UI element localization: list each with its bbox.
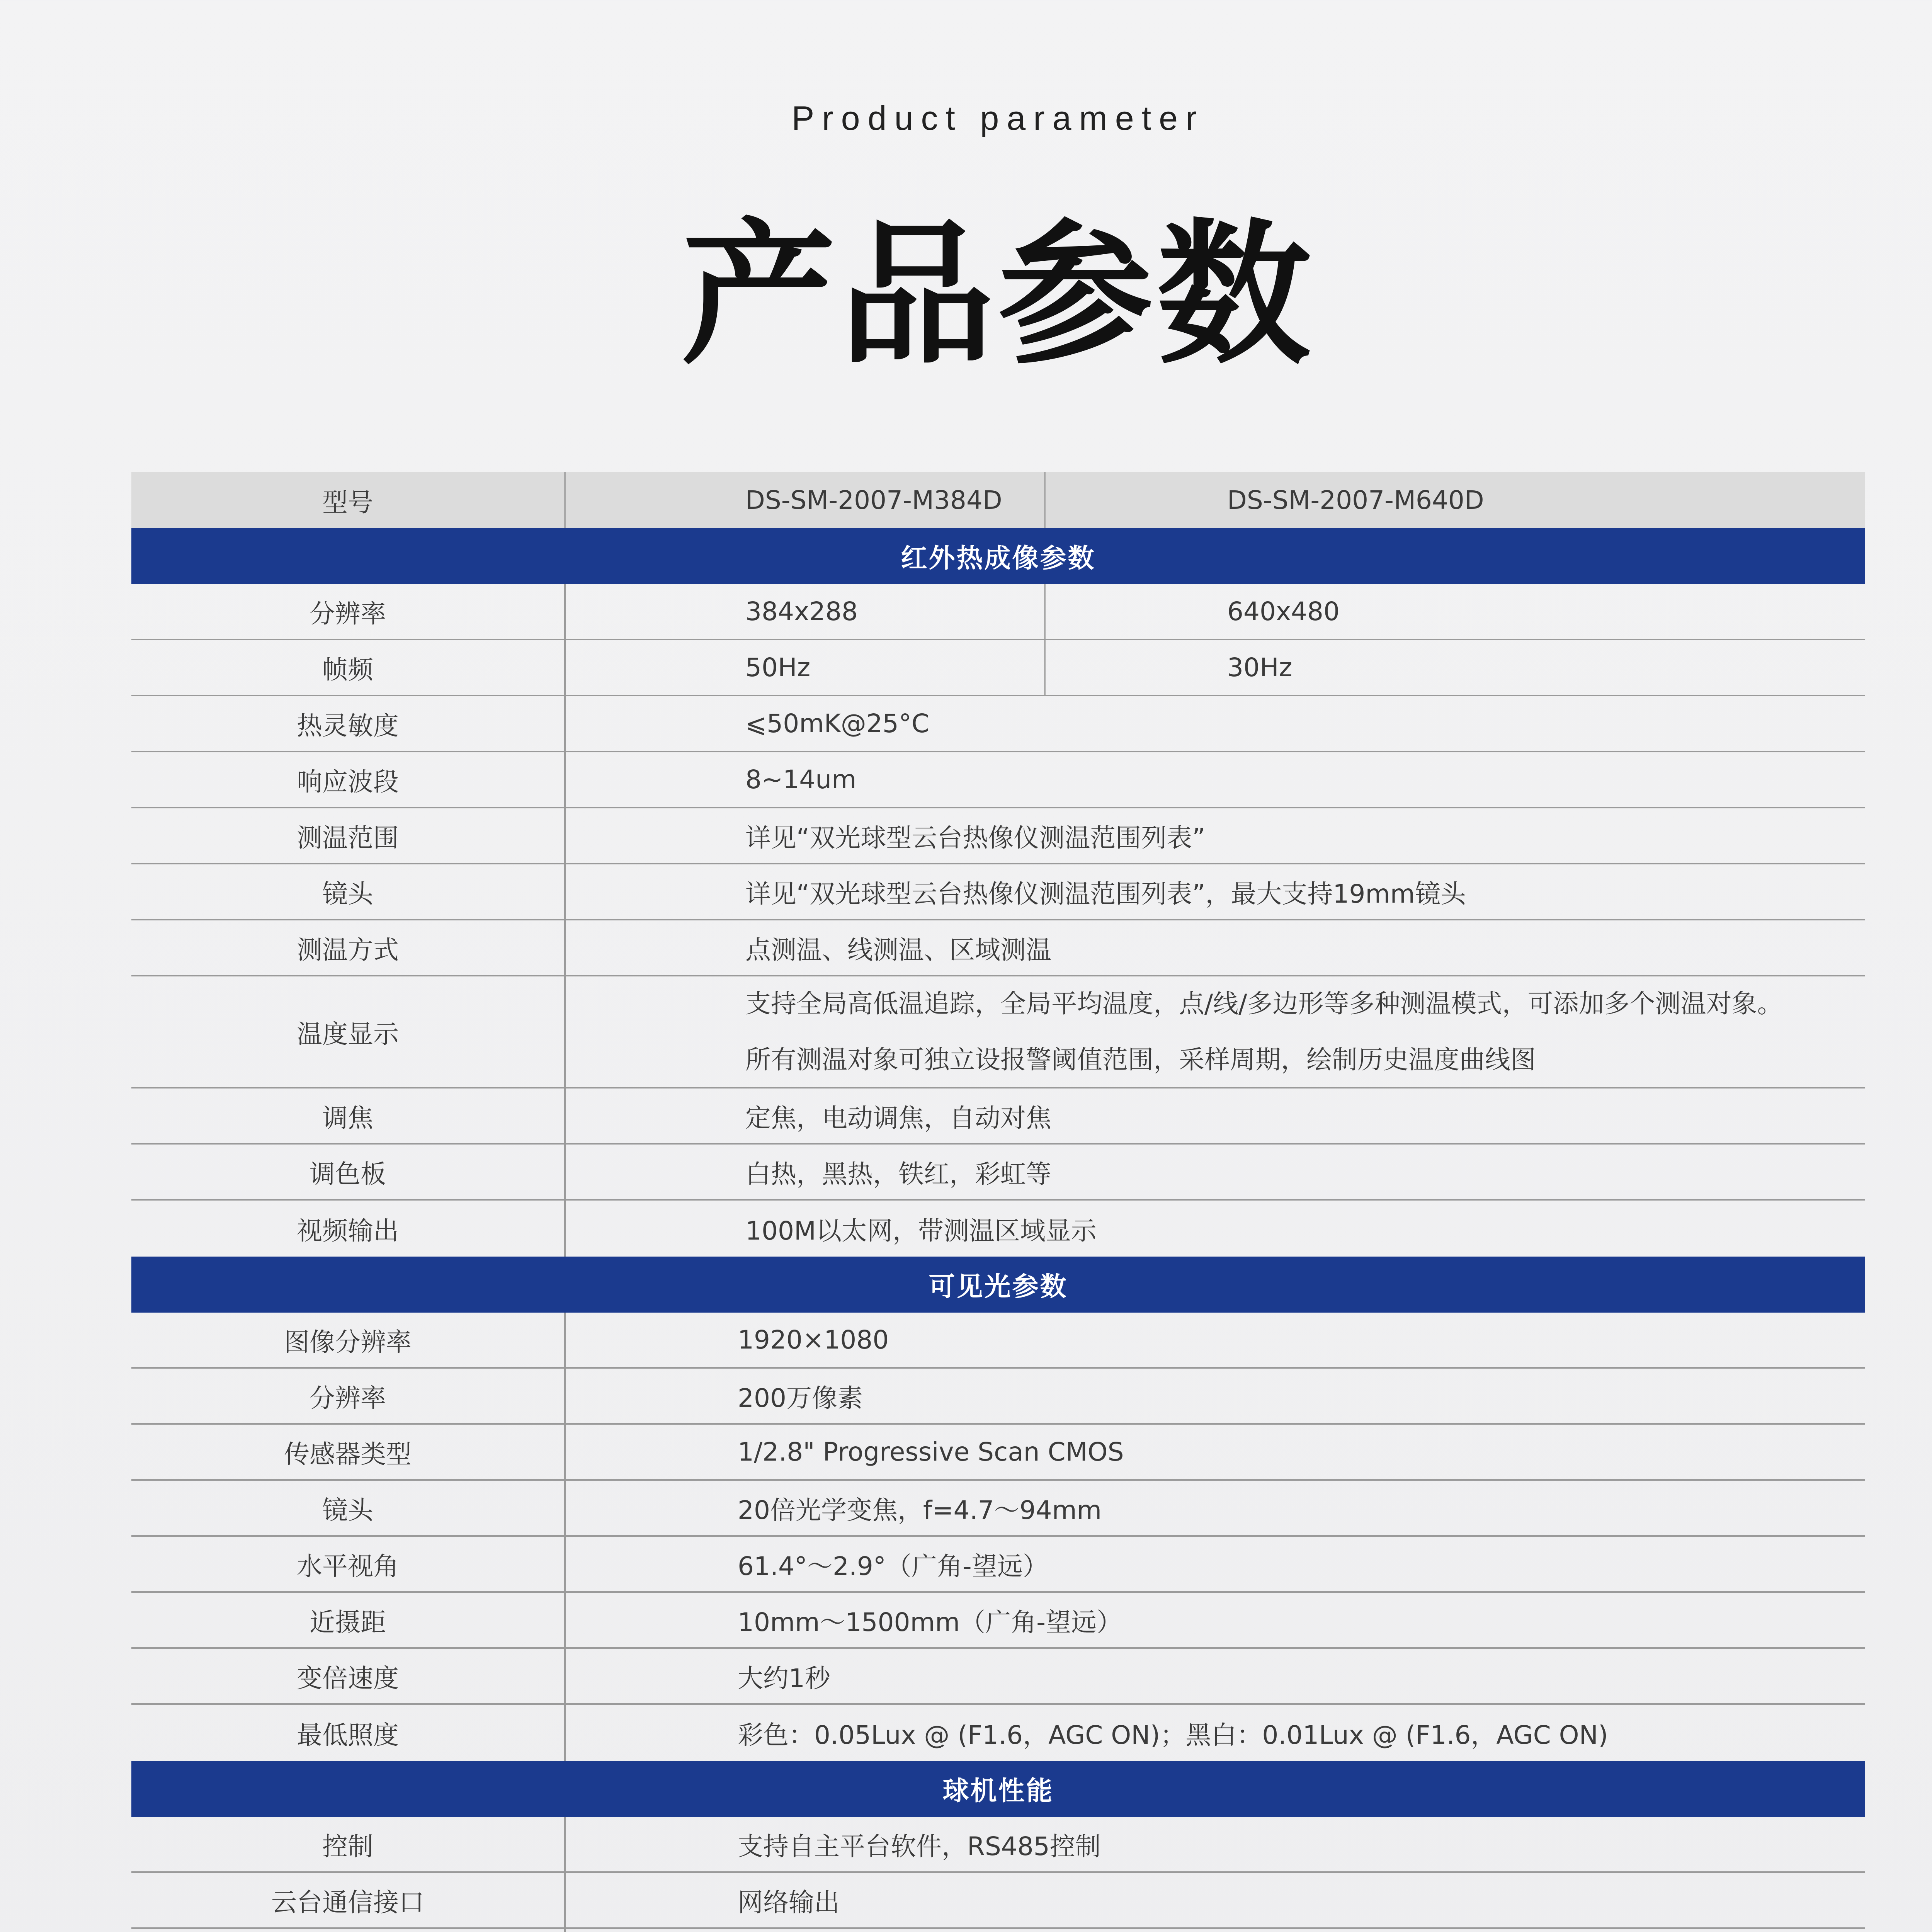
row-value: [566, 1929, 1865, 1932]
row-value: 详见“双光球型云台热像仪测温范围列表”，最大支持19mm镜头: [745, 879, 1466, 909]
row-label: 最低照度: [131, 1705, 566, 1761]
row-label: 调焦: [131, 1088, 566, 1143]
row-value: 支持自主平台软件，RS485控制: [738, 1832, 1101, 1861]
table-row: [131, 1705, 1865, 1761]
row-value: 彩色：0.05Lux @ (F1.6，AGC ON)；黑白：0.01Lux @ (F1.6，AGC ON): [738, 1720, 1608, 1750]
row-value: 100M以太网，带测温区域显示: [745, 1216, 1097, 1246]
row-value-model-2: 30Hz: [1227, 653, 1293, 682]
row-label: 调色板: [131, 1145, 566, 1199]
row-label: 镜头: [131, 1481, 566, 1535]
table-row: [131, 1088, 1865, 1145]
table-row: [131, 1425, 1865, 1481]
row-label: 测温范围: [131, 808, 566, 863]
model-1: DS-SM-2007-M384D: [566, 472, 1046, 528]
row-value: 白热，黑热，铁红，彩虹等: [745, 1159, 1051, 1189]
row-label: 变倍速度: [131, 1649, 566, 1703]
parameter-table: [131, 472, 1865, 1932]
row-label: [131, 1929, 566, 1932]
row-value-line: 所有测温对象可独立设报警阈值范围，采样周期，绘制历史温度曲线图: [745, 1045, 1536, 1075]
section-visible: 可见光参数: [131, 1257, 1865, 1313]
row-value: ⩽50mK@25°C: [745, 709, 929, 738]
row-value: 10mm～1500mm（广角-望远）: [738, 1607, 1122, 1637]
table-row: [131, 1649, 1865, 1705]
table-row: [131, 1481, 1865, 1537]
page-subtitle: Product parameter: [791, 99, 1205, 137]
row-value-line: 支持全局高低温追踪，全局平均温度，点/线/多边形等多种测温模式，可添加多个测温对象。: [745, 989, 1783, 1019]
row-label: 镜头: [131, 864, 566, 919]
model-2: DS-SM-2007-M640D: [1227, 485, 1484, 515]
table-row: [131, 1593, 1865, 1649]
row-value: 点测温、线测温、区域测温: [745, 935, 1051, 965]
row-value: 详见“双光球型云台热像仪测温范围列表”: [745, 823, 1206, 853]
row-label: 测温方式: [131, 920, 566, 975]
table-row: [131, 696, 1865, 752]
table-row: [131, 1817, 1865, 1873]
row-label: 图像分辨率: [131, 1313, 566, 1367]
row-value: 61.4°～2.9°（广角-望远）: [738, 1551, 1048, 1581]
row-label: 热灵敏度: [131, 696, 566, 751]
table-row: [131, 976, 1865, 1088]
row-label: 近摄距: [131, 1593, 566, 1647]
table-header-row: [131, 472, 1865, 528]
row-value: 网络输出: [738, 1888, 840, 1917]
row-label: 视频输出: [131, 1201, 566, 1257]
table-row: [131, 1369, 1865, 1425]
table-row: [131, 1145, 1865, 1201]
table-row: [131, 920, 1865, 976]
row-label: 响应波段: [131, 752, 566, 807]
table-row: [131, 584, 1865, 640]
row-value: 大约1秒: [738, 1663, 830, 1693]
table-row: [131, 1313, 1865, 1369]
table-row: [131, 1873, 1865, 1929]
row-label: 分辨率: [131, 1369, 566, 1423]
table-row: [131, 1929, 1865, 1932]
row-value: 1920×1080: [738, 1325, 889, 1355]
row-value: 1/2.8" Progressive Scan CMOS: [738, 1437, 1124, 1467]
row-value-line: [738, 1928, 1477, 1932]
table-row: [131, 1201, 1865, 1257]
row-value-model-2: 640x480: [1227, 597, 1340, 626]
row-value: 8~14um: [745, 765, 857, 794]
row-value: 20倍光学变焦，f=4.7～94mm: [738, 1495, 1102, 1525]
table-row: [131, 640, 1865, 696]
row-value-model-1: 50Hz: [566, 640, 1046, 695]
row-label: 分辨率: [131, 584, 566, 639]
row-label: 控制: [131, 1817, 566, 1871]
row-value-model-1: 384x288: [566, 584, 1046, 639]
table-row: [131, 864, 1865, 920]
table-row: [131, 752, 1865, 808]
model-label: 型号: [131, 472, 566, 528]
table-row: [131, 1537, 1865, 1593]
row-label: 温度显示: [131, 976, 566, 1087]
row-value: [566, 976, 1865, 1087]
page-title: 产品参数: [681, 206, 1315, 385]
table-row: [131, 808, 1865, 864]
section-thermal: 红外热成像参数: [131, 528, 1865, 584]
row-label: 云台通信接口: [131, 1873, 566, 1927]
row-label: 传感器类型: [131, 1425, 566, 1479]
row-value: 200万像素: [738, 1383, 863, 1413]
row-value: 定焦，电动调焦，自动对焦: [745, 1103, 1051, 1133]
row-label: 帧频: [131, 640, 566, 695]
section-dome: 球机性能: [131, 1761, 1865, 1817]
row-label: 水平视角: [131, 1537, 566, 1591]
